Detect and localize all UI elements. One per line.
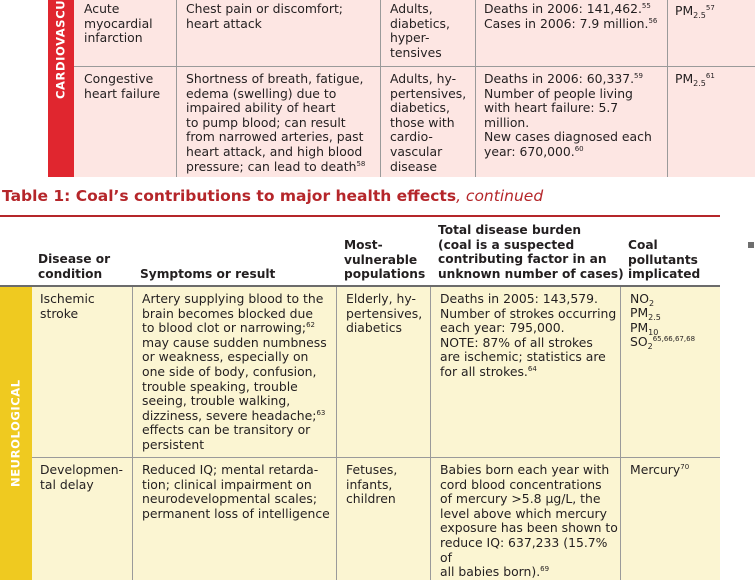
pollutant-chf: $PM_{2.5}^{61}$ [675, 71, 715, 88]
pollutant-developmental-delay: Mercury$^{70}$ [630, 462, 690, 477]
symptoms-ischemic-stroke: Artery supplying blood to the brain becomes blocked due to blood clot or narrowing;$^{62}$ may cause sudden numbness or weakness, especially on one side of body, confusion, trouble speaking, trouble seeing, trouble walking, dizziness, severe headache;$^{63}$ effects can be transitory or persistent [142, 291, 327, 452]
header-pollutants: Coal pollutants implicated [628, 238, 701, 282]
table-title-continued: , continued [456, 187, 544, 205]
neurological-category-bar [0, 287, 32, 580]
column-divider [620, 287, 621, 580]
populations-developmental-delay: Fetuses, infants, children [346, 462, 398, 507]
disease-developmental-delay: Developmen- tal delay [40, 462, 124, 492]
symptoms-acute-mi: Chest pain or discomfort; heart attack [186, 1, 343, 31]
column-divider [380, 0, 381, 177]
burden-chf: Deaths in 2006: 60,337.59 Number of people living with heart failure: 5.7 million. New cases diagnosed each year: 670,000.60 [484, 71, 652, 159]
cardiovascular-label: CARDIOVASCU [53, 0, 68, 100]
symptoms-developmental-delay: Reduced IQ; mental retarda- tion; clinical impairment on neurodevelopmental scales; permanent loss of intelligence [142, 462, 330, 521]
column-divider [132, 287, 133, 580]
margin-marker [748, 242, 754, 248]
disease-ischemic-stroke: Ischemic stroke [40, 291, 95, 321]
cardiovascular-category-bar [48, 0, 74, 177]
header-disease: Disease or condition [38, 252, 111, 281]
symptoms-chf: Shortness of breath, fatigue, edema (swelling) due to impaired ability of heart to pump blood; can result from narrowed arteries, past heart attack, and high blood pressure; can lead to death$^{58}$ [186, 71, 366, 174]
burden-acute-mi: Deaths in 2006: 141,462.55 Cases in 2006: 7.9 million.$^{56}$ [484, 1, 658, 31]
header-burden: Total disease burden (coal is a suspected contributing factor in an unknown number of cases) [438, 223, 624, 281]
header-populations: Most- vulnerable populations [344, 238, 426, 282]
column-divider [336, 287, 337, 580]
burden-developmental-delay: Babies born each year with cord blood concentrations of mercury >5.8 µg/L, the level above which mercury exposure has been shown to reduce IQ: 637,233 (15.7% of all babies born).$^{69}$ [440, 462, 618, 580]
title-rule [0, 215, 720, 217]
row-divider [32, 457, 720, 458]
disease-acute-mi: Acute myocardial infarction [84, 1, 153, 46]
column-divider [475, 0, 476, 177]
populations-acute-mi: Adults, diabetics, hyper- tensives [390, 1, 450, 60]
column-divider [430, 287, 431, 580]
neurological-label: NEUROLOGICAL [8, 379, 23, 488]
column-divider [667, 0, 668, 177]
pollutants-ischemic-stroke: $NO_2$ $PM_{2.5}$ $PM_{10}$ $SO_2^{65,66,67,68}$ [630, 291, 696, 352]
pollutant-acute-mi: $PM_{2.5}^{57}$ [675, 3, 715, 20]
table-title: Table 1: Coal’s contributions to major health effects, continued [2, 187, 544, 205]
populations-chf: Adults, hy- pertensives, diabetics, those with cardio- vascular disease [390, 71, 467, 174]
column-divider [176, 0, 177, 177]
header-symptoms: Symptoms or result [140, 267, 276, 281]
disease-chf: Congestive heart failure [84, 71, 161, 101]
burden-ischemic-stroke: Deaths in 2005: 143,579. Number of strokes occurring each year: 795,000. NOTE: 87% of all strokes are ischemic; statistics are for all strokes.$^{64}$ [440, 291, 617, 379]
populations-ischemic-stroke: Elderly, hy- pertensives, diabetics [346, 291, 423, 336]
